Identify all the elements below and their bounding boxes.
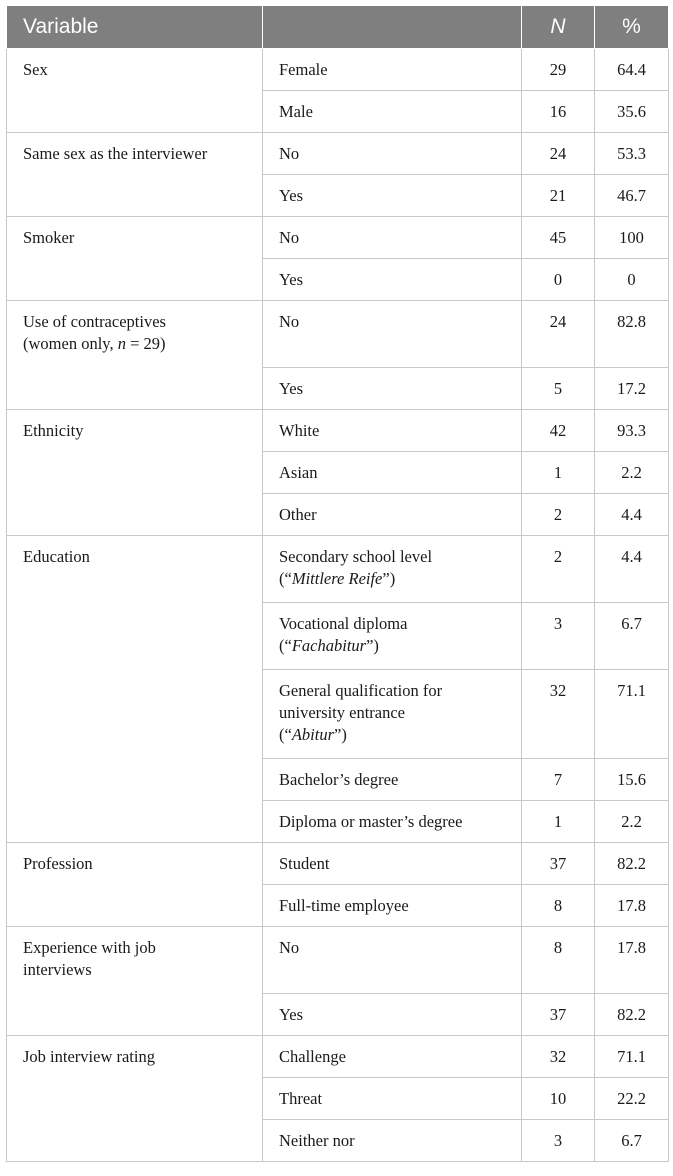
variable-line: = 29) <box>125 334 166 353</box>
percent-cell: 93.3 <box>595 410 669 452</box>
percent-cell: 17.2 <box>595 368 669 410</box>
table-row <box>7 843 669 885</box>
category-cell: Threat <box>263 1078 522 1120</box>
category-cell <box>263 670 522 759</box>
category-line: Secondary school level <box>279 547 433 566</box>
category-line: General qualification for <box>279 681 443 700</box>
n-cell: 2 <box>522 536 595 603</box>
percent-cell: 82.2 <box>595 994 669 1036</box>
percent-cell: 15.6 <box>595 759 669 801</box>
n-cell: 37 <box>522 843 595 885</box>
table-row <box>7 217 669 259</box>
category-cell: Other <box>263 494 522 536</box>
percent-cell: 6.7 <box>595 603 669 670</box>
variable-line: (women only, <box>23 334 118 353</box>
category-cell: Yes <box>263 259 522 301</box>
percent-cell: 46.7 <box>595 175 669 217</box>
n-cell: 1 <box>522 801 595 843</box>
variable-cell: Smoker <box>7 217 263 301</box>
n-cell: 32 <box>522 670 595 759</box>
category-cell: Yes <box>263 994 522 1036</box>
percent-cell: 82.8 <box>595 301 669 368</box>
percent-cell: 17.8 <box>595 885 669 927</box>
n-cell: 2 <box>522 494 595 536</box>
percent-cell: 4.4 <box>595 494 669 536</box>
category-cell: Neither nor <box>263 1120 522 1162</box>
n-cell: 10 <box>522 1078 595 1120</box>
table-row <box>7 410 669 452</box>
n-cell: 8 <box>522 885 595 927</box>
category-cell: Male <box>263 91 522 133</box>
category-cell: Asian <box>263 452 522 494</box>
variable-cell: Education <box>7 536 263 843</box>
variable-cell: Same sex as the interviewer <box>7 133 263 217</box>
category-cell: Yes <box>263 175 522 217</box>
category-line: Vocational diploma <box>279 614 408 633</box>
header-category <box>263 6 522 49</box>
percent-cell: 2.2 <box>595 452 669 494</box>
category-cell <box>263 536 522 603</box>
n-cell: 16 <box>522 91 595 133</box>
n-cell: 3 <box>522 603 595 670</box>
n-cell: 24 <box>522 301 595 368</box>
sample-size-symbol: n <box>117 334 126 353</box>
n-cell: 45 <box>522 217 595 259</box>
quote-open: (“ <box>279 569 292 588</box>
n-cell: 0 <box>522 259 595 301</box>
percent-cell: 2.2 <box>595 801 669 843</box>
variable-cell: Sex <box>7 49 263 133</box>
quote-open: (“ <box>279 636 292 655</box>
percent-cell: 71.1 <box>595 1036 669 1078</box>
n-cell: 7 <box>522 759 595 801</box>
percent-cell: 4.4 <box>595 536 669 603</box>
category-cell: Bachelor’s degree <box>263 759 522 801</box>
table-row <box>7 536 669 603</box>
variable-cell: Ethnicity <box>7 410 263 536</box>
percent-cell: 17.8 <box>595 927 669 994</box>
quote-close: ”) <box>366 636 379 655</box>
table-row <box>7 1036 669 1078</box>
category-cell <box>263 603 522 670</box>
percent-cell: 35.6 <box>595 91 669 133</box>
quote-close: ”) <box>334 725 347 744</box>
percent-cell: 22.2 <box>595 1078 669 1120</box>
n-cell: 5 <box>522 368 595 410</box>
category-cell: Female <box>263 49 522 91</box>
variable-line: Use of contraceptives <box>23 312 166 331</box>
percent-cell: 64.4 <box>595 49 669 91</box>
n-cell: 32 <box>522 1036 595 1078</box>
n-cell: 21 <box>522 175 595 217</box>
quote-open: (“ <box>279 725 292 744</box>
variable-cell: Profession <box>7 843 263 927</box>
category-cell: Full-time employee <box>263 885 522 927</box>
german-term: Mittlere Reife <box>291 569 383 588</box>
percent-cell: 6.7 <box>595 1120 669 1162</box>
quote-close: ”) <box>382 569 396 588</box>
percent-cell: 82.2 <box>595 843 669 885</box>
table-row <box>7 49 669 91</box>
variable-line: interviews <box>23 960 92 979</box>
category-cell: No <box>263 927 522 994</box>
table-header-row <box>7 6 669 49</box>
n-cell: 1 <box>522 452 595 494</box>
category-cell: No <box>263 301 522 368</box>
category-cell: Yes <box>263 368 522 410</box>
category-cell: Student <box>263 843 522 885</box>
demographics-table <box>6 6 669 1162</box>
table-row <box>7 133 669 175</box>
category-cell: No <box>263 217 522 259</box>
category-cell: White <box>263 410 522 452</box>
variable-line: Experience with job <box>23 938 156 957</box>
german-term: Fachabitur <box>291 636 367 655</box>
n-cell: 42 <box>522 410 595 452</box>
variable-cell <box>7 301 263 410</box>
category-cell: No <box>263 133 522 175</box>
table-row <box>7 301 669 368</box>
n-cell: 37 <box>522 994 595 1036</box>
category-cell: Challenge <box>263 1036 522 1078</box>
variable-cell: Job interview rating <box>7 1036 263 1162</box>
header-n: N <box>522 6 595 49</box>
category-line: university entrance <box>279 703 405 722</box>
n-cell: 24 <box>522 133 595 175</box>
variable-cell <box>7 927 263 1036</box>
percent-cell: 0 <box>595 259 669 301</box>
percent-cell: 53.3 <box>595 133 669 175</box>
n-cell: 8 <box>522 927 595 994</box>
n-cell: 3 <box>522 1120 595 1162</box>
category-cell: Diploma or master’s degree <box>263 801 522 843</box>
header-variable: Variable <box>7 6 263 49</box>
percent-cell: 71.1 <box>595 670 669 759</box>
german-term: Abitur <box>291 725 334 744</box>
n-cell: 29 <box>522 49 595 91</box>
table-row <box>7 927 669 994</box>
percent-cell: 100 <box>595 217 669 259</box>
header-percent: % <box>595 6 669 49</box>
